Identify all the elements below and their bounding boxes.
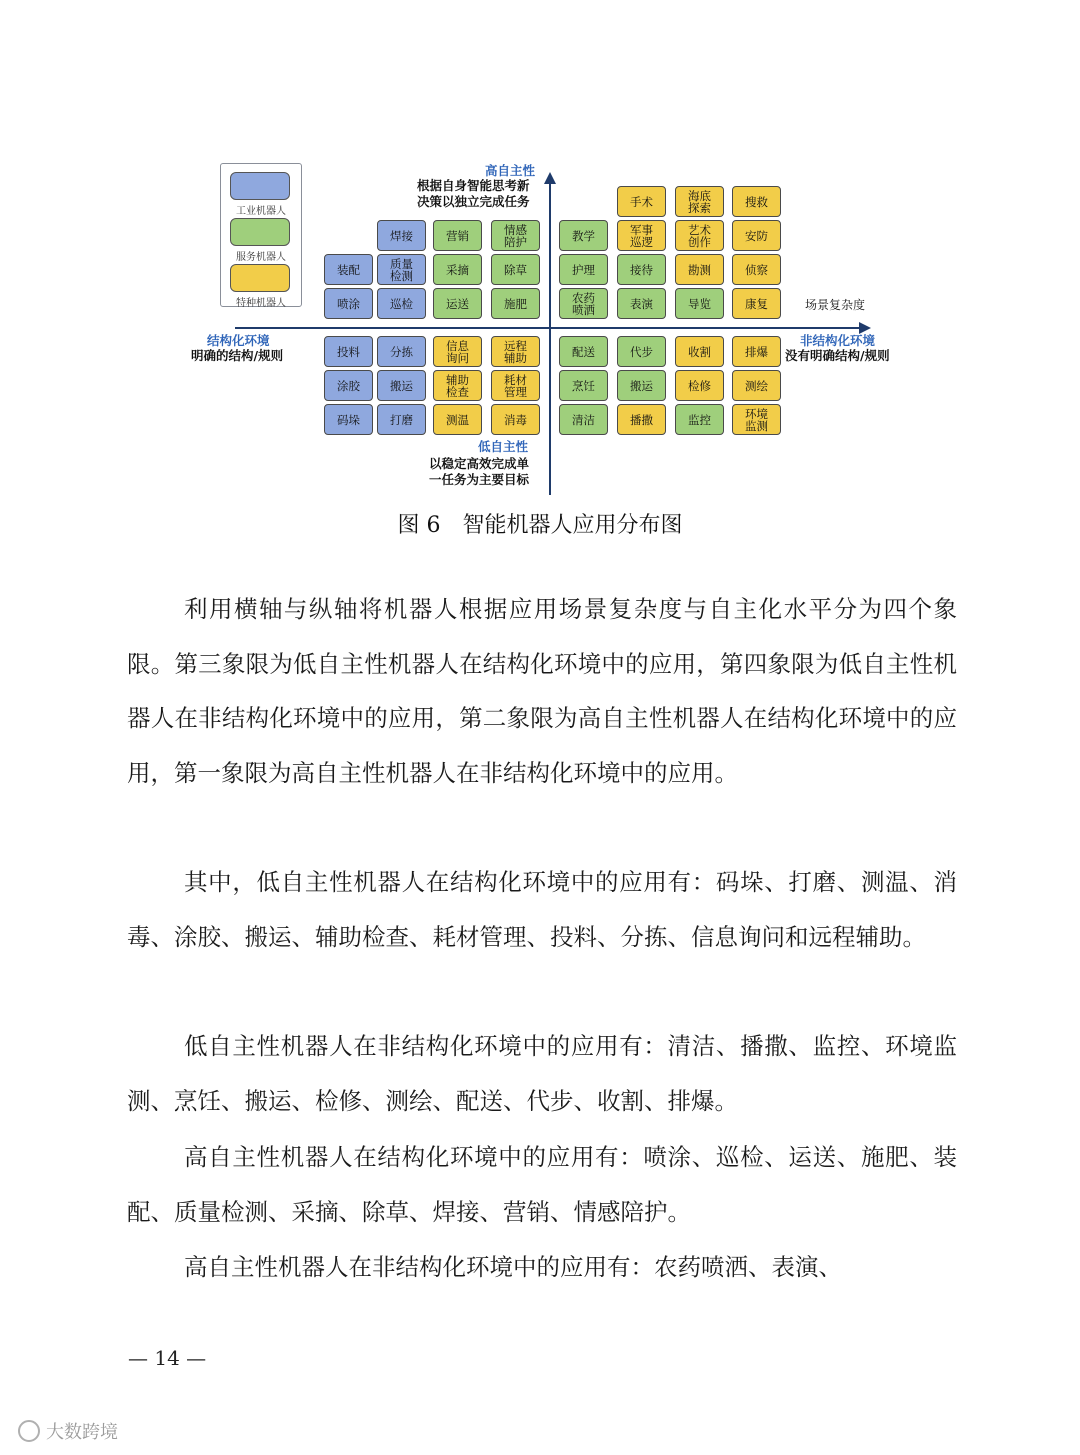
application-cell: 检修 [675,370,724,401]
axis-left-title: 结构化环境 [207,333,270,348]
y-axis-arrow-icon [544,172,556,184]
application-cell: 教学 [559,220,608,251]
robot-distribution-figure [185,158,910,498]
application-cell: 手术 [617,186,666,217]
application-cell: 代步 [617,336,666,367]
application-cell: 运送 [433,288,482,319]
application-cell: 测温 [433,404,482,435]
application-cell: 巡检 [377,288,426,319]
application-cell: 辅助 检查 [433,370,482,401]
application-cell: 耗材 管理 [491,370,540,401]
application-cell: 军事 巡逻 [617,220,666,251]
legend-label-service: 服务机器人 [236,252,286,263]
application-cell: 播撒 [617,404,666,435]
watermark-logo-icon [18,1420,40,1442]
application-cell: 烹饪 [559,370,608,401]
application-cell: 营销 [433,220,482,251]
application-cell: 投料 [324,336,373,367]
paragraph-5: 高自主性机器人在非结构化环境中的应用有：农药喷洒、表演、 [184,1253,842,1281]
application-cell: 施肥 [491,288,540,319]
application-cell: 配送 [559,336,608,367]
application-cell: 收割 [675,336,724,367]
axis-top-desc-2: 决策以独立完成任务 [417,194,530,209]
application-cell: 信息 询问 [433,336,482,367]
watermark-text: 大数跨境 [46,1422,118,1443]
application-cell: 导览 [675,288,724,319]
application-cell: 安防 [732,220,781,251]
application-cell: 焊接 [377,220,426,251]
application-cell: 监控 [675,404,724,435]
application-cell: 搬运 [377,370,426,401]
application-cell: 侦察 [732,254,781,285]
axis-top-desc-1: 根据自身智能思考新 [417,178,530,193]
paragraph-4: 高自主性机器人在结构化环境中的应用有：喷涂、巡检、运送、施肥、装配、质量检测、采摘、除草、焊接、营销、情感陪护。 [127,1143,957,1226]
x-axis [235,327,860,329]
legend-label-industrial: 工业机器人 [236,206,286,217]
paragraph-3: 低自主性机器人在非结构化环境中的应用有：清洁、播撒、监控、环境监测、烹饪、搬运、检修、测绘、配送、代步、收割、排爆。 [127,1032,957,1115]
application-cell: 质量 检测 [377,254,426,285]
application-cell: 装配 [324,254,373,285]
axis-right-title: 非结构化环境 [800,333,876,348]
application-cell: 测绘 [732,370,781,401]
application-cell: 排爆 [732,336,781,367]
legend [220,163,302,307]
axis-x-label: 场景复杂度 [805,298,866,312]
axis-top-title: 高自主性 [485,163,536,178]
watermark [18,1418,118,1444]
application-cell: 接待 [617,254,666,285]
page-number: — 14 — [128,1346,207,1370]
application-cell: 除草 [491,254,540,285]
application-cell: 勘测 [675,254,724,285]
application-cell: 涂胶 [324,370,373,401]
figure-caption: 图 6 智能机器人应用分布图 [397,513,683,538]
application-cell: 康复 [732,288,781,319]
application-cell: 搬运 [617,370,666,401]
axis-bottom-title: 低自主性 [478,439,529,454]
legend-label-special: 特种机器人 [236,298,286,309]
legend-swatch-industrial [230,172,290,200]
axis-right-desc: 没有明确结构/规则 [785,348,890,363]
y-axis [549,183,551,495]
application-cell: 码垛 [324,404,373,435]
application-cell: 消毒 [491,404,540,435]
application-cell: 搜救 [732,186,781,217]
paragraph-1: 利用横轴与纵轴将机器人根据应用场景复杂度与自主化水平分为四个象限。第三象限为低自主性机器人在结构化环境中的应用，第四象限为低自主性机器人在非结构化环境中的应用，第二象限为高自主性机器人在结构化环境中的应用，第一象限为高自主性机器人在非结构化环境中的应用。 [127,595,957,787]
application-cell: 采摘 [433,254,482,285]
axis-bottom-desc-1: 以稳定高效完成单 [429,456,530,471]
application-cell: 农药 喷洒 [559,288,608,319]
application-cell: 环境 监测 [732,404,781,435]
application-cell: 远程 辅助 [491,336,540,367]
application-cell: 情感 陪护 [491,220,540,251]
application-cell: 分拣 [377,336,426,367]
application-cell: 艺术 创作 [675,220,724,251]
application-cell: 海底 探索 [675,186,724,217]
axis-left-desc: 明确的结构/规则 [191,348,284,363]
application-cell: 打磨 [377,404,426,435]
application-cell: 护理 [559,254,608,285]
application-cell: 喷涂 [324,288,373,319]
application-cell: 表演 [617,288,666,319]
legend-swatch-special [230,264,290,292]
legend-swatch-service [230,218,290,246]
application-cell: 清洁 [559,404,608,435]
paragraph-2: 其中，低自主性机器人在结构化环境中的应用有：码垛、打磨、测温、消毒、涂胶、搬运、辅助检查、耗材管理、投料、分拣、信息询问和远程辅助。 [127,868,957,951]
axis-bottom-desc-2: 一任务为主要目标 [429,472,530,487]
